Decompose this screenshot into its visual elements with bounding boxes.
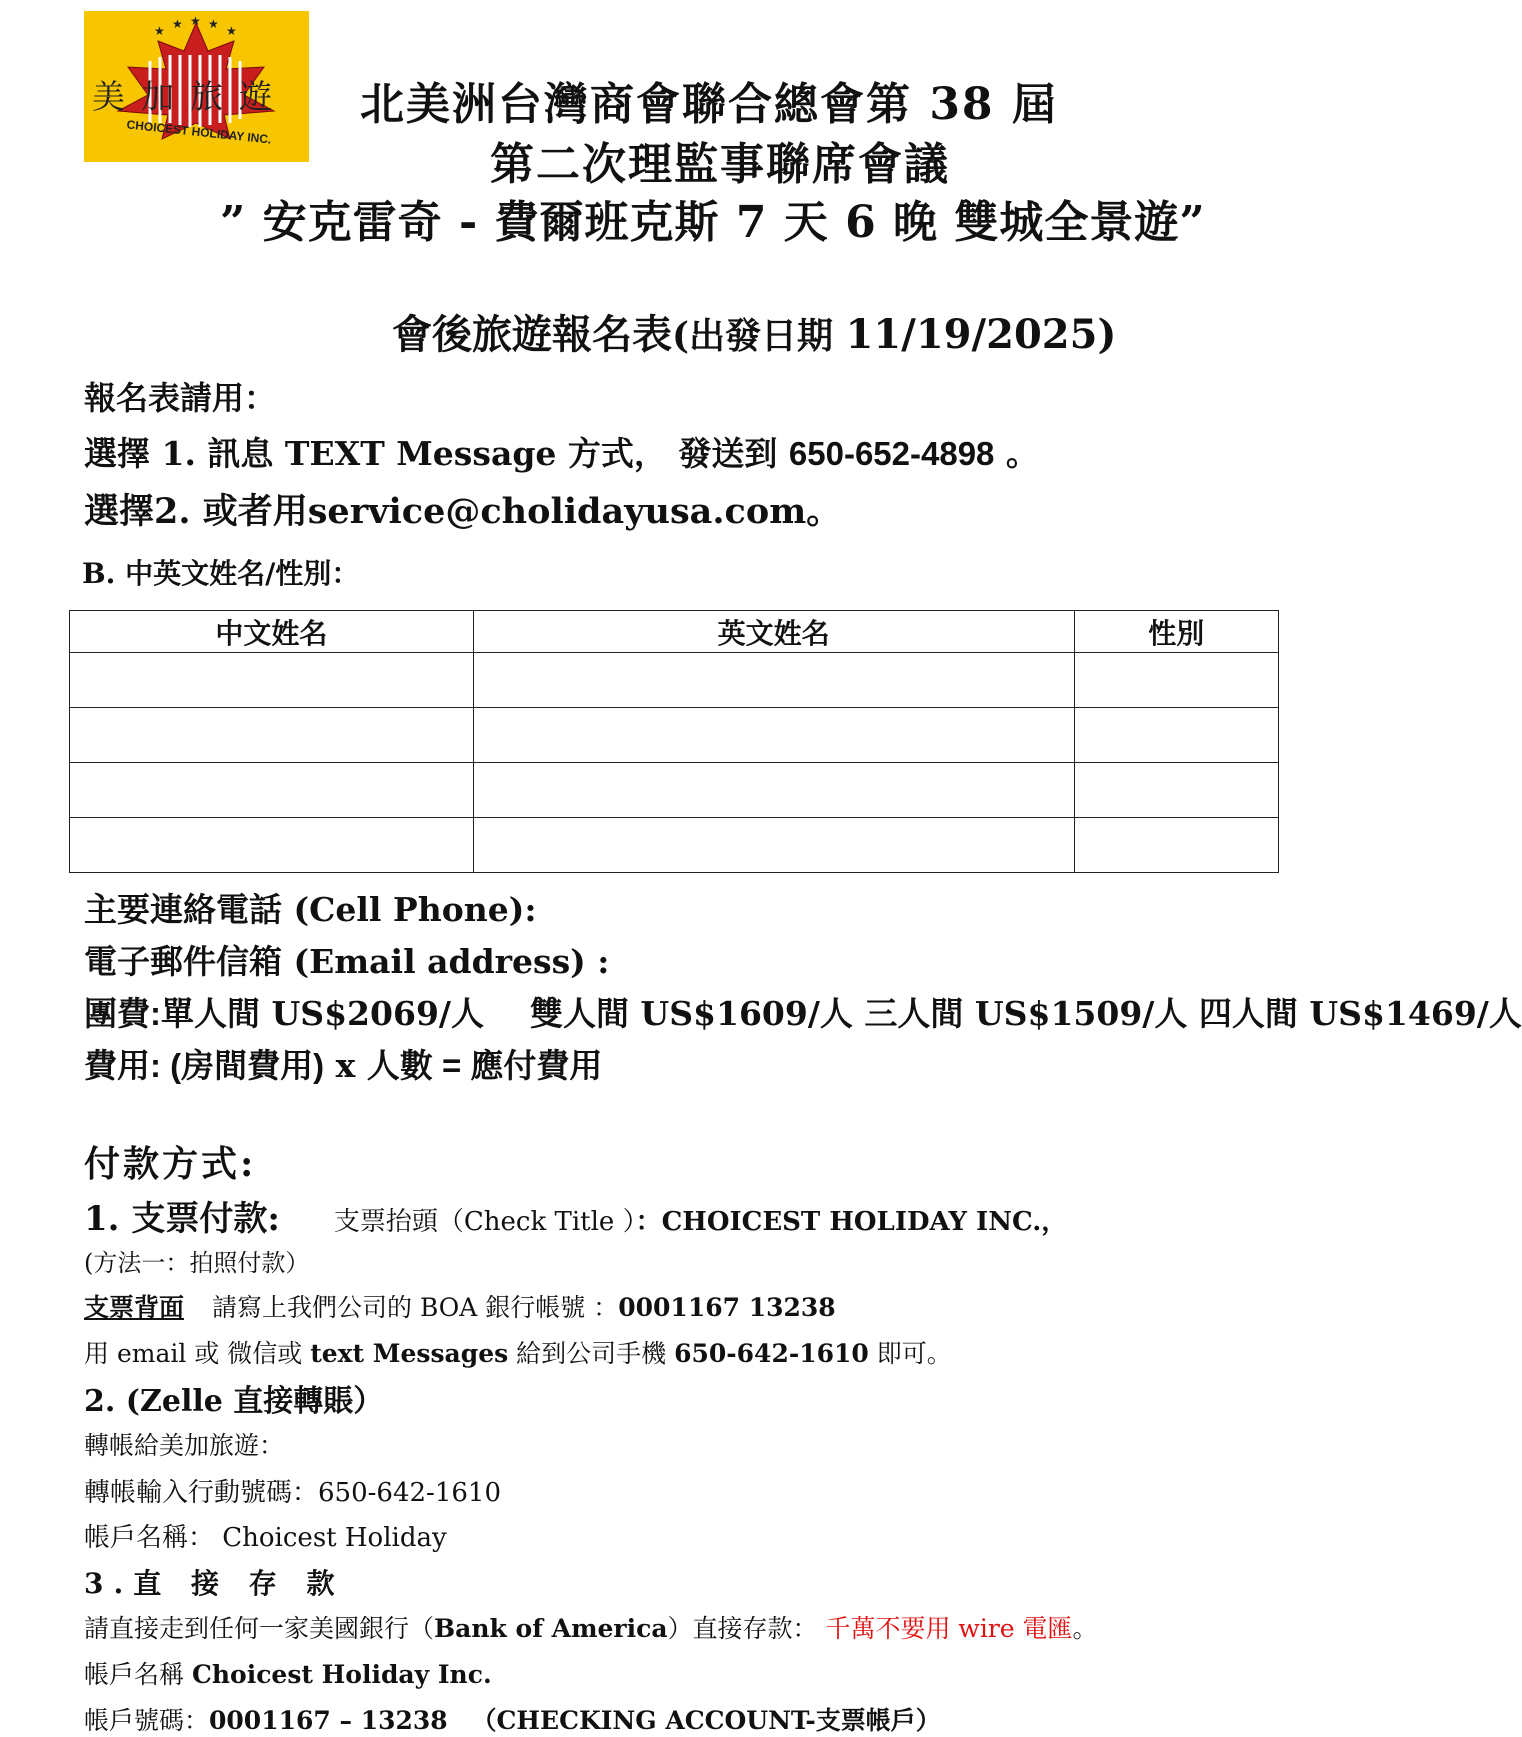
account-number-value: 0001167 – 13238 [209, 1706, 448, 1735]
quad-room-label: 四人間 [1198, 995, 1298, 1032]
zelle-heading: 2. (Zelle 直接轉賬） [84, 1384, 384, 1419]
deposit-text-b: ）直接存款： [667, 1614, 826, 1643]
english-name-cell[interactable] [473, 653, 1074, 708]
account-number-label: 帳戶號碼： [84, 1706, 210, 1735]
title-line-2: 第二次理監事聯席會議 [490, 139, 950, 190]
gender-cell[interactable] [1074, 653, 1278, 708]
gender-cell[interactable] [1074, 818, 1278, 873]
form-title-main: 會後旅遊報名表 [392, 311, 672, 358]
double-room-label: 雙人間 [529, 995, 629, 1032]
per-person-unit: 人 [1154, 995, 1188, 1032]
logo-chinese-name: 美加旅遊 [92, 77, 288, 116]
check-back-line [84, 1288, 836, 1324]
deposit-text-a: 請直接走到任何一家美國銀行（ [84, 1614, 435, 1643]
boa-account-number: 0001167 13238 [618, 1293, 836, 1322]
check-payment-line [84, 1191, 1067, 1240]
quad-room-price: US$1469/ [1297, 994, 1489, 1033]
bank-name: Bank of America [434, 1614, 668, 1643]
single-room-price: US$2069/ [260, 994, 451, 1033]
fee-formula-right: 人數 = 應付費用 [366, 1047, 603, 1084]
check-payment-heading: 1. 支票付款: [84, 1199, 280, 1239]
gender-cell[interactable] [1074, 708, 1278, 763]
check-title-label: 支票抬頭（Check Title ） [333, 1207, 636, 1237]
zelle-account-name: 帳戶名稱： Choicest Holiday [84, 1523, 447, 1553]
fee-formula-left: 費用: (房間費用) [84, 1047, 325, 1084]
form-title [392, 303, 1116, 360]
column-header-chinese-name: 中文姓名 [70, 611, 474, 653]
triple-room-price: US$1509/ [963, 994, 1155, 1033]
table-row [70, 653, 1279, 708]
direct-deposit-heading: 3.直 接 存 款 [84, 1567, 345, 1600]
table-row [70, 708, 1279, 763]
send-text-a: 用 email 或 微信或 [84, 1339, 311, 1368]
option-1-text: 選擇 1. 訊息 TEXT Message 方式， 發送到 [84, 434, 789, 473]
gender-cell[interactable] [1074, 763, 1278, 818]
account-name-value: Choicest Holiday Inc. [191, 1660, 492, 1689]
svg-text:★: ★ [208, 17, 219, 31]
logo-english-name: CHOICEST HOLIDAY INC. [125, 117, 273, 147]
svg-text:★: ★ [154, 24, 165, 38]
send-text-c: 給到公司手機 [508, 1339, 675, 1368]
table-row [70, 763, 1279, 818]
tour-fee-line [84, 988, 1522, 1035]
triple-room-label: 三人間 [864, 995, 964, 1032]
payment-heading: 付款方式: [84, 1143, 257, 1185]
email-field-label: 電子郵件信箱 (Email address) : [84, 942, 610, 981]
account-name-line [84, 1655, 492, 1691]
option-1-suffix: 。 [994, 434, 1039, 473]
fee-formula-times: x [324, 1046, 367, 1085]
names-table [69, 610, 1279, 873]
chinese-name-cell[interactable] [70, 708, 474, 763]
svg-text:★: ★ [172, 17, 183, 31]
title-line-3: ” 安克雷奇 - 費爾班克斯 7 天 6 晚 雙城全景遊” [220, 197, 1206, 248]
instructions-heading: 報名表請用： [84, 379, 277, 417]
check-back-text: 請寫上我們公司的 BOA 銀行帳號 ： [212, 1293, 619, 1322]
account-number-line [84, 1701, 941, 1737]
option-1-line [84, 428, 1039, 475]
svg-text:★: ★ [226, 24, 237, 38]
departure-date: 11/19/2025) [845, 311, 1117, 358]
account-name-label: 帳戶名稱 [84, 1660, 192, 1689]
double-room-price: US$1609/ [628, 994, 820, 1033]
cell-phone-field-label: 主要連絡電話 (Cell Phone): [84, 890, 537, 929]
company-logo [84, 11, 309, 162]
per-person-unit: 人 [1488, 995, 1522, 1032]
no-wire-warning: 千萬不要用 wire 電匯 [825, 1614, 1073, 1643]
fee-formula [84, 1040, 602, 1087]
departure-date-label: (出發日期 [672, 315, 846, 357]
tour-fee-label: 團費: [84, 995, 161, 1032]
deposit-instruction [84, 1609, 1098, 1645]
table-row [70, 818, 1279, 873]
send-text-d: 即可。 [868, 1339, 952, 1368]
zelle-mobile-number: 轉帳輸入行動號碼：650-642-1610 [84, 1478, 501, 1508]
per-person-unit: 人 [450, 995, 484, 1032]
title-line-1: 北美洲台灣商會聯合總會第 38 屆 [360, 79, 1058, 130]
account-type: （CHECKING ACCOUNT-支票帳戶） [471, 1706, 941, 1735]
option-2-line: 選擇2. 或者用service@cholidayusa.com。 [84, 491, 842, 532]
company-phone[interactable]: 650-642-1610 [674, 1339, 869, 1368]
single-room-label: 單人間 [161, 995, 260, 1032]
text-phone-number[interactable]: 650-652-4898 [788, 435, 995, 472]
column-header-gender: 性別 [1074, 611, 1278, 653]
english-name-cell[interactable] [473, 708, 1074, 763]
method-one-note: (方法一：拍照付款） [84, 1249, 310, 1277]
column-header-english-name: 英文姓名 [473, 611, 1074, 653]
deposit-end: 。 [1072, 1614, 1098, 1643]
english-name-cell[interactable] [473, 818, 1074, 873]
check-title-value: ：CHOICEST HOLIDAY INC.， [635, 1207, 1068, 1237]
svg-text:★: ★ [190, 14, 201, 28]
english-name-cell[interactable] [473, 763, 1074, 818]
send-photo-line [84, 1334, 952, 1370]
names-section-label: B. 中英文姓名/性別： [82, 557, 360, 590]
zelle-transfer-to: 轉帳給美加旅遊： [84, 1431, 285, 1460]
chinese-name-cell[interactable] [70, 818, 474, 873]
chinese-name-cell[interactable] [70, 653, 474, 708]
check-back-label: 支票背面 [84, 1293, 185, 1322]
chinese-name-cell[interactable] [70, 763, 474, 818]
per-person-unit: 人 [819, 995, 853, 1032]
send-text-b: text Messages [310, 1339, 509, 1368]
